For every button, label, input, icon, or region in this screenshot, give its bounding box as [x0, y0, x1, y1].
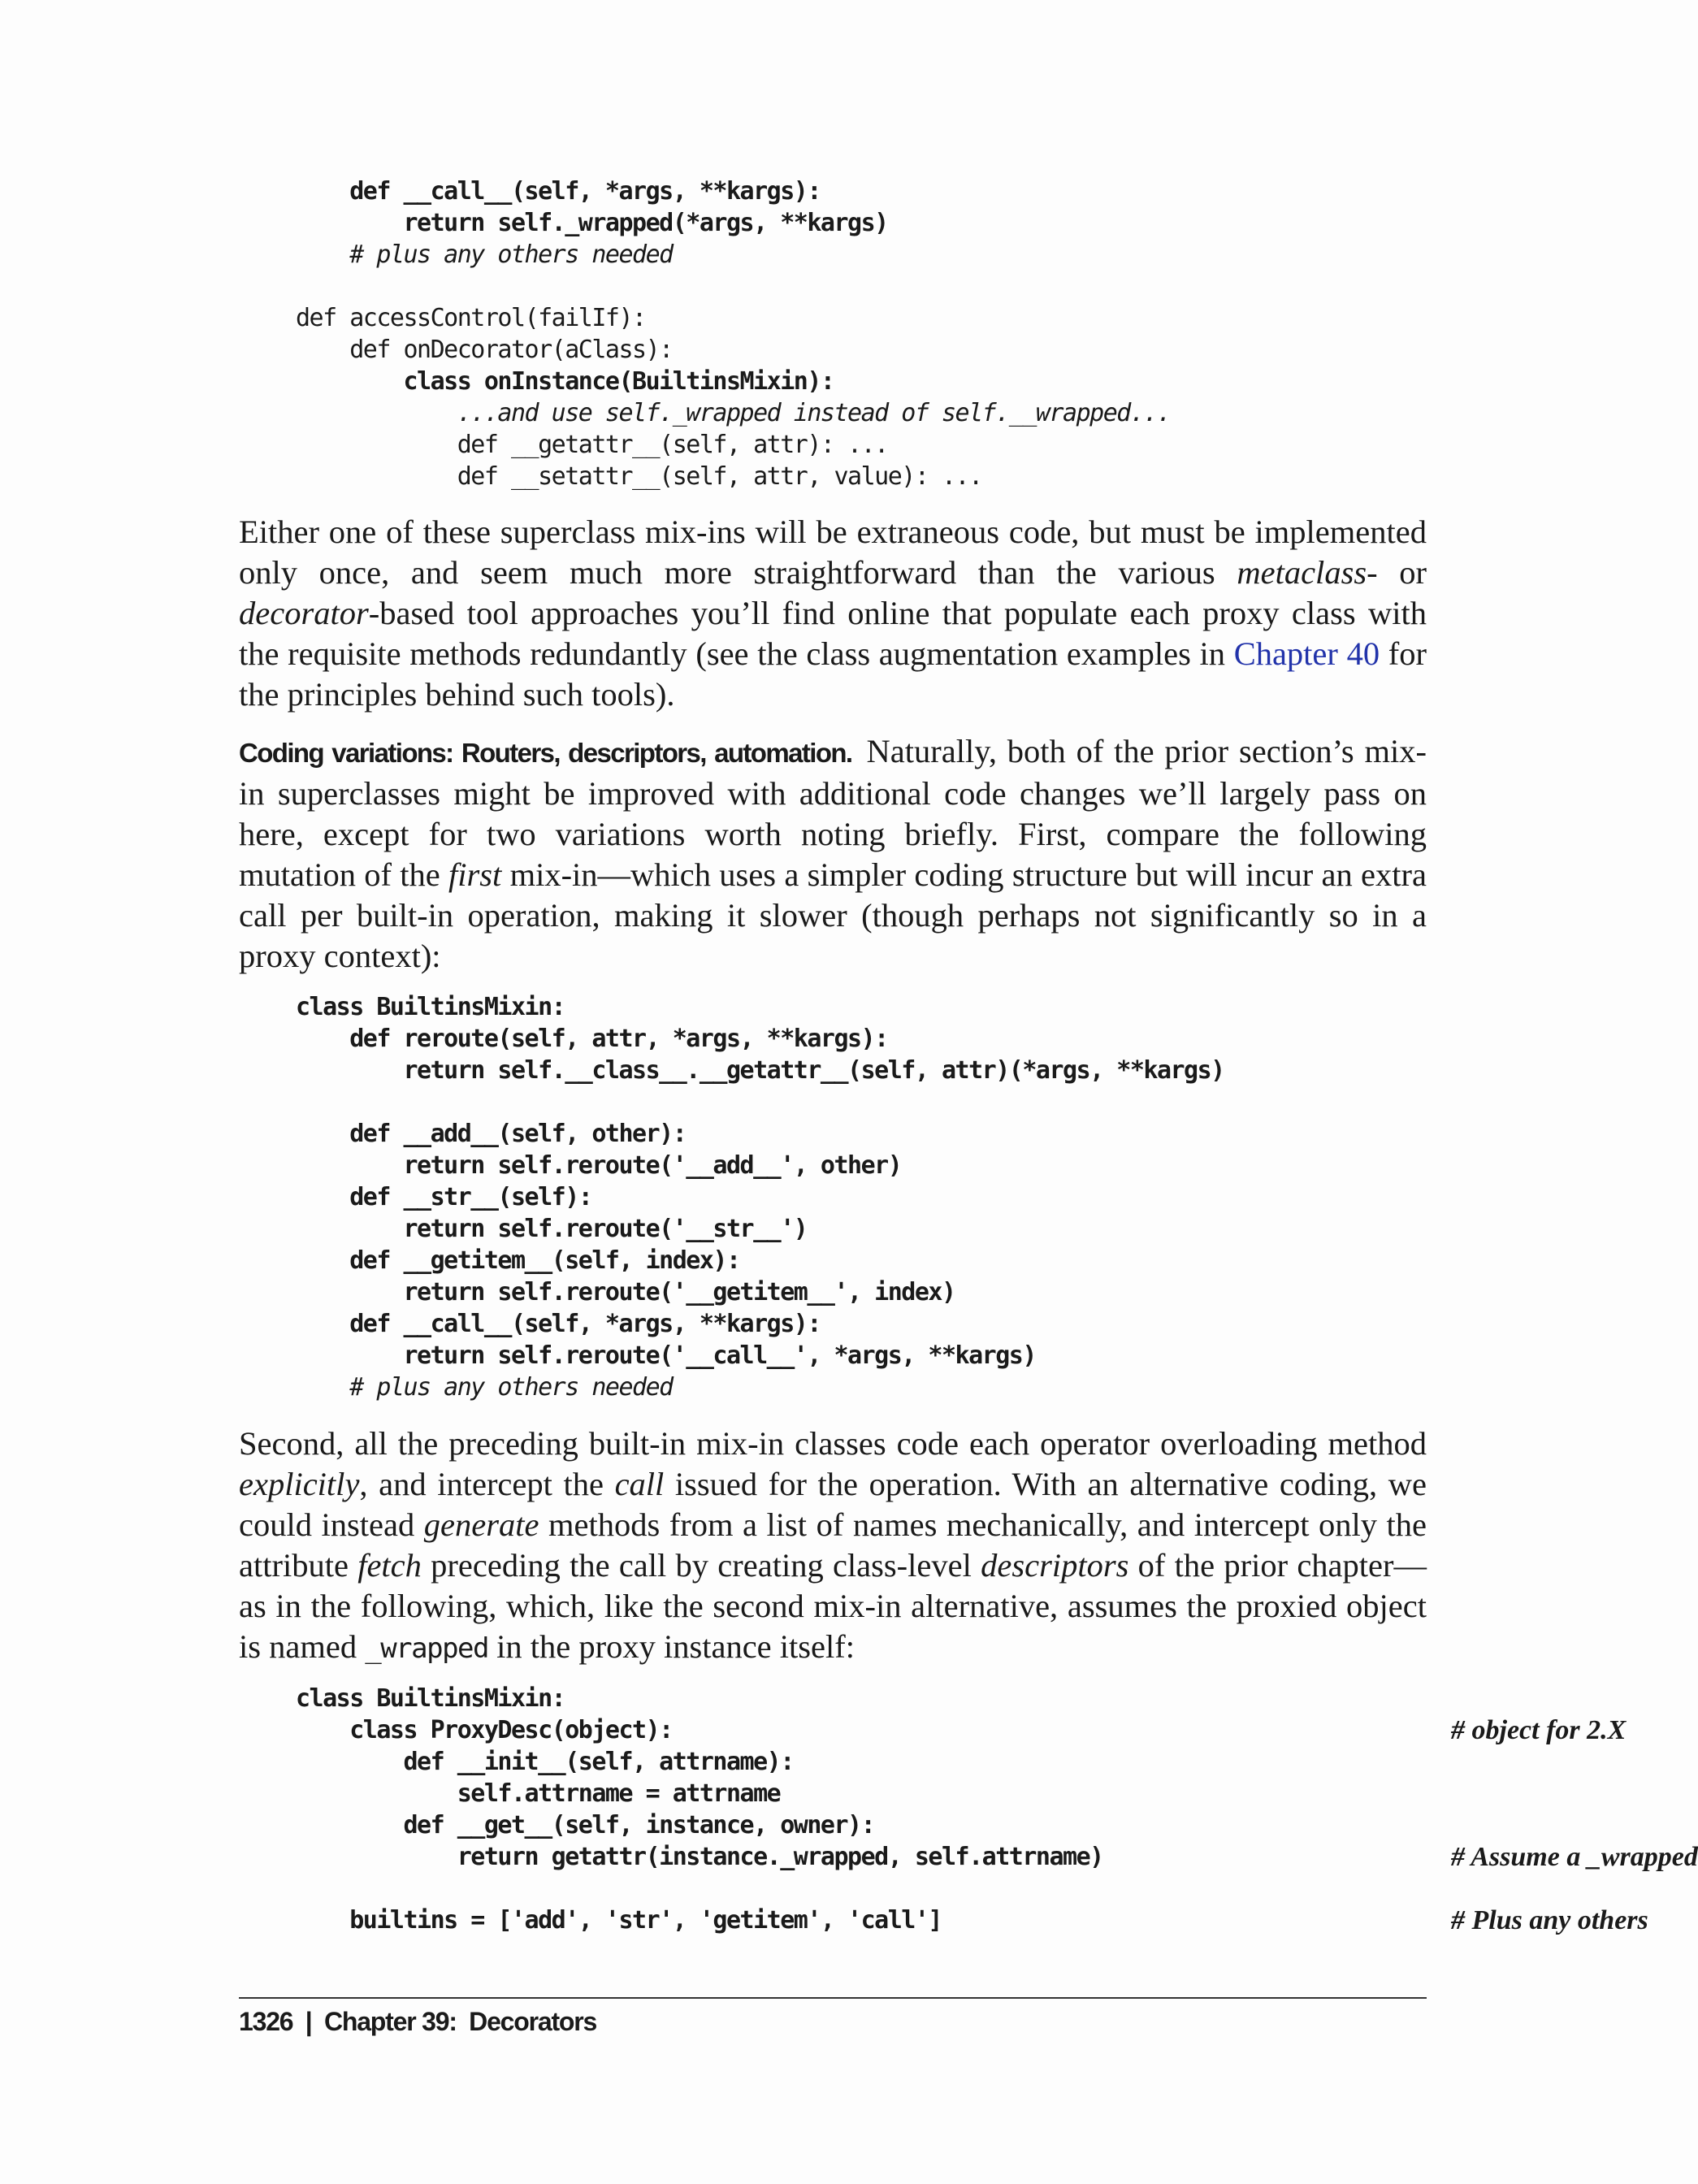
footer-separator: |: [305, 2007, 312, 2036]
code-line: def __init__(self, attrname):: [296, 1748, 794, 1776]
code-line: def __call__(self, *args, **kargs):: [296, 1310, 821, 1338]
code-line: # plus any others needed: [296, 240, 673, 269]
code-line: def reroute(self, attr, *args, **kargs):: [296, 1025, 888, 1053]
code-line: class BuiltinsMixin:: [296, 1684, 565, 1713]
code-line: [296, 1873, 1433, 1904]
code-line: def __add__(self, other):: [296, 1120, 687, 1148]
code-block-2: [296, 991, 1224, 1403]
code-line: def onDecorator(aClass):: [296, 336, 673, 364]
code-line: def __call__(self, *args, **kargs):: [296, 177, 821, 206]
code-line: return self.__class__.__getattr__(self, attr)(*args, **kargs): [296, 1056, 1224, 1085]
code-line: def __setattr__(self, attr, value): ...: [296, 462, 982, 491]
code-line: return self._wrapped(*args, **kargs): [296, 209, 888, 237]
code-line: def __getattr__(self, attr): ...: [296, 431, 888, 459]
chapter-title: Chapter 39: Decorators: [323, 2007, 597, 2036]
code-line: return self.reroute('__add__', other): [296, 1151, 902, 1180]
code-block-1: [296, 176, 1171, 492]
run-in-heading: Coding variations: Routers, descriptors, automation.: [239, 738, 852, 768]
code-comment: # object for 2.X: [1451, 1715, 1627, 1745]
page-footer: [239, 2007, 596, 2037]
page-number: 1326: [239, 2007, 293, 2036]
code-block-3: [296, 1683, 1698, 1936]
code-line: class BuiltinsMixin:: [296, 993, 565, 1021]
footer-rule: [239, 1997, 1427, 1999]
inline-code: _wrapped: [365, 1632, 488, 1665]
code-line: return getattr(instance._wrapped, self.attrname) # Assume a _wrapped: [296, 1842, 1698, 1872]
code-line: class ProxyDesc(object): # object for 2.X: [296, 1715, 1627, 1745]
code-comment: # Plus any others: [1451, 1905, 1648, 1935]
body-paragraph-1: Either one of these superclass mix-ins will be extraneous code, but must be implemented only once, and seem much more straightforward than the various metaclass- or decorator-based tool approaches you’ll find online that populate each proxy class with the requisite methods redundantly (see the class augmentation examples in Chapter 40 for the principles behind such tools).: [239, 514, 1427, 713]
code-line: def accessControl(failIf):: [296, 304, 646, 332]
code-line: # plus any others needed: [296, 1373, 673, 1402]
code-line: class onInstance(BuiltinsMixin):: [296, 367, 834, 396]
body-paragraph-3: Second, all the preceding built-in mix-in classes code each operator overloading method explicitly, and intercept the call issued for the operation. With an alternative coding, we could instead generate methods from a list of names mechanically, and intercept only the attribute fetch preceding the call by creating class-level descriptors of the prior chapter—as in the following, which, like the second mix-in alternative, assumes the proxied object is named _wrapped in the proxy instance itself:: [239, 1425, 1427, 1665]
code-line: builtins = ['add', 'str', 'getitem', 'call'] # Plus any others: [296, 1905, 1648, 1935]
body-paragraph-2: Coding variations: Routers, descriptors, automation. Naturally, both of the prior section’s mix-in superclasses might be improved with additional code changes we’ll largely pass on here, except for two variations worth noting briefly. First, compare the following mutation of the first mix-in—which uses a simpler coding structure but will incur an extra call per built-in operation, making it slower (though perhaps not significantly so in a proxy context):: [239, 733, 1427, 974]
chapter-40-link[interactable]: Chapter 40: [1233, 635, 1380, 672]
code-line: return self.reroute('__str__'): [296, 1215, 808, 1243]
code-line: return self.reroute('__getitem__', index): [296, 1278, 955, 1306]
code-line: def __str__(self):: [296, 1183, 592, 1211]
code-line: def __getitem__(self, index):: [296, 1246, 740, 1275]
code-line: self.attrname = attrname: [296, 1779, 781, 1808]
code-line: [296, 271, 1171, 302]
code-line: ...and use self._wrapped instead of self.__wrapped...: [296, 399, 1171, 427]
code-comment: # Assume a _wrapped: [1451, 1842, 1698, 1872]
code-line: [296, 1086, 1224, 1118]
code-line: def __get__(self, instance, owner):: [296, 1811, 875, 1840]
code-line: return self.reroute('__call__', *args, **kargs): [296, 1341, 1036, 1370]
